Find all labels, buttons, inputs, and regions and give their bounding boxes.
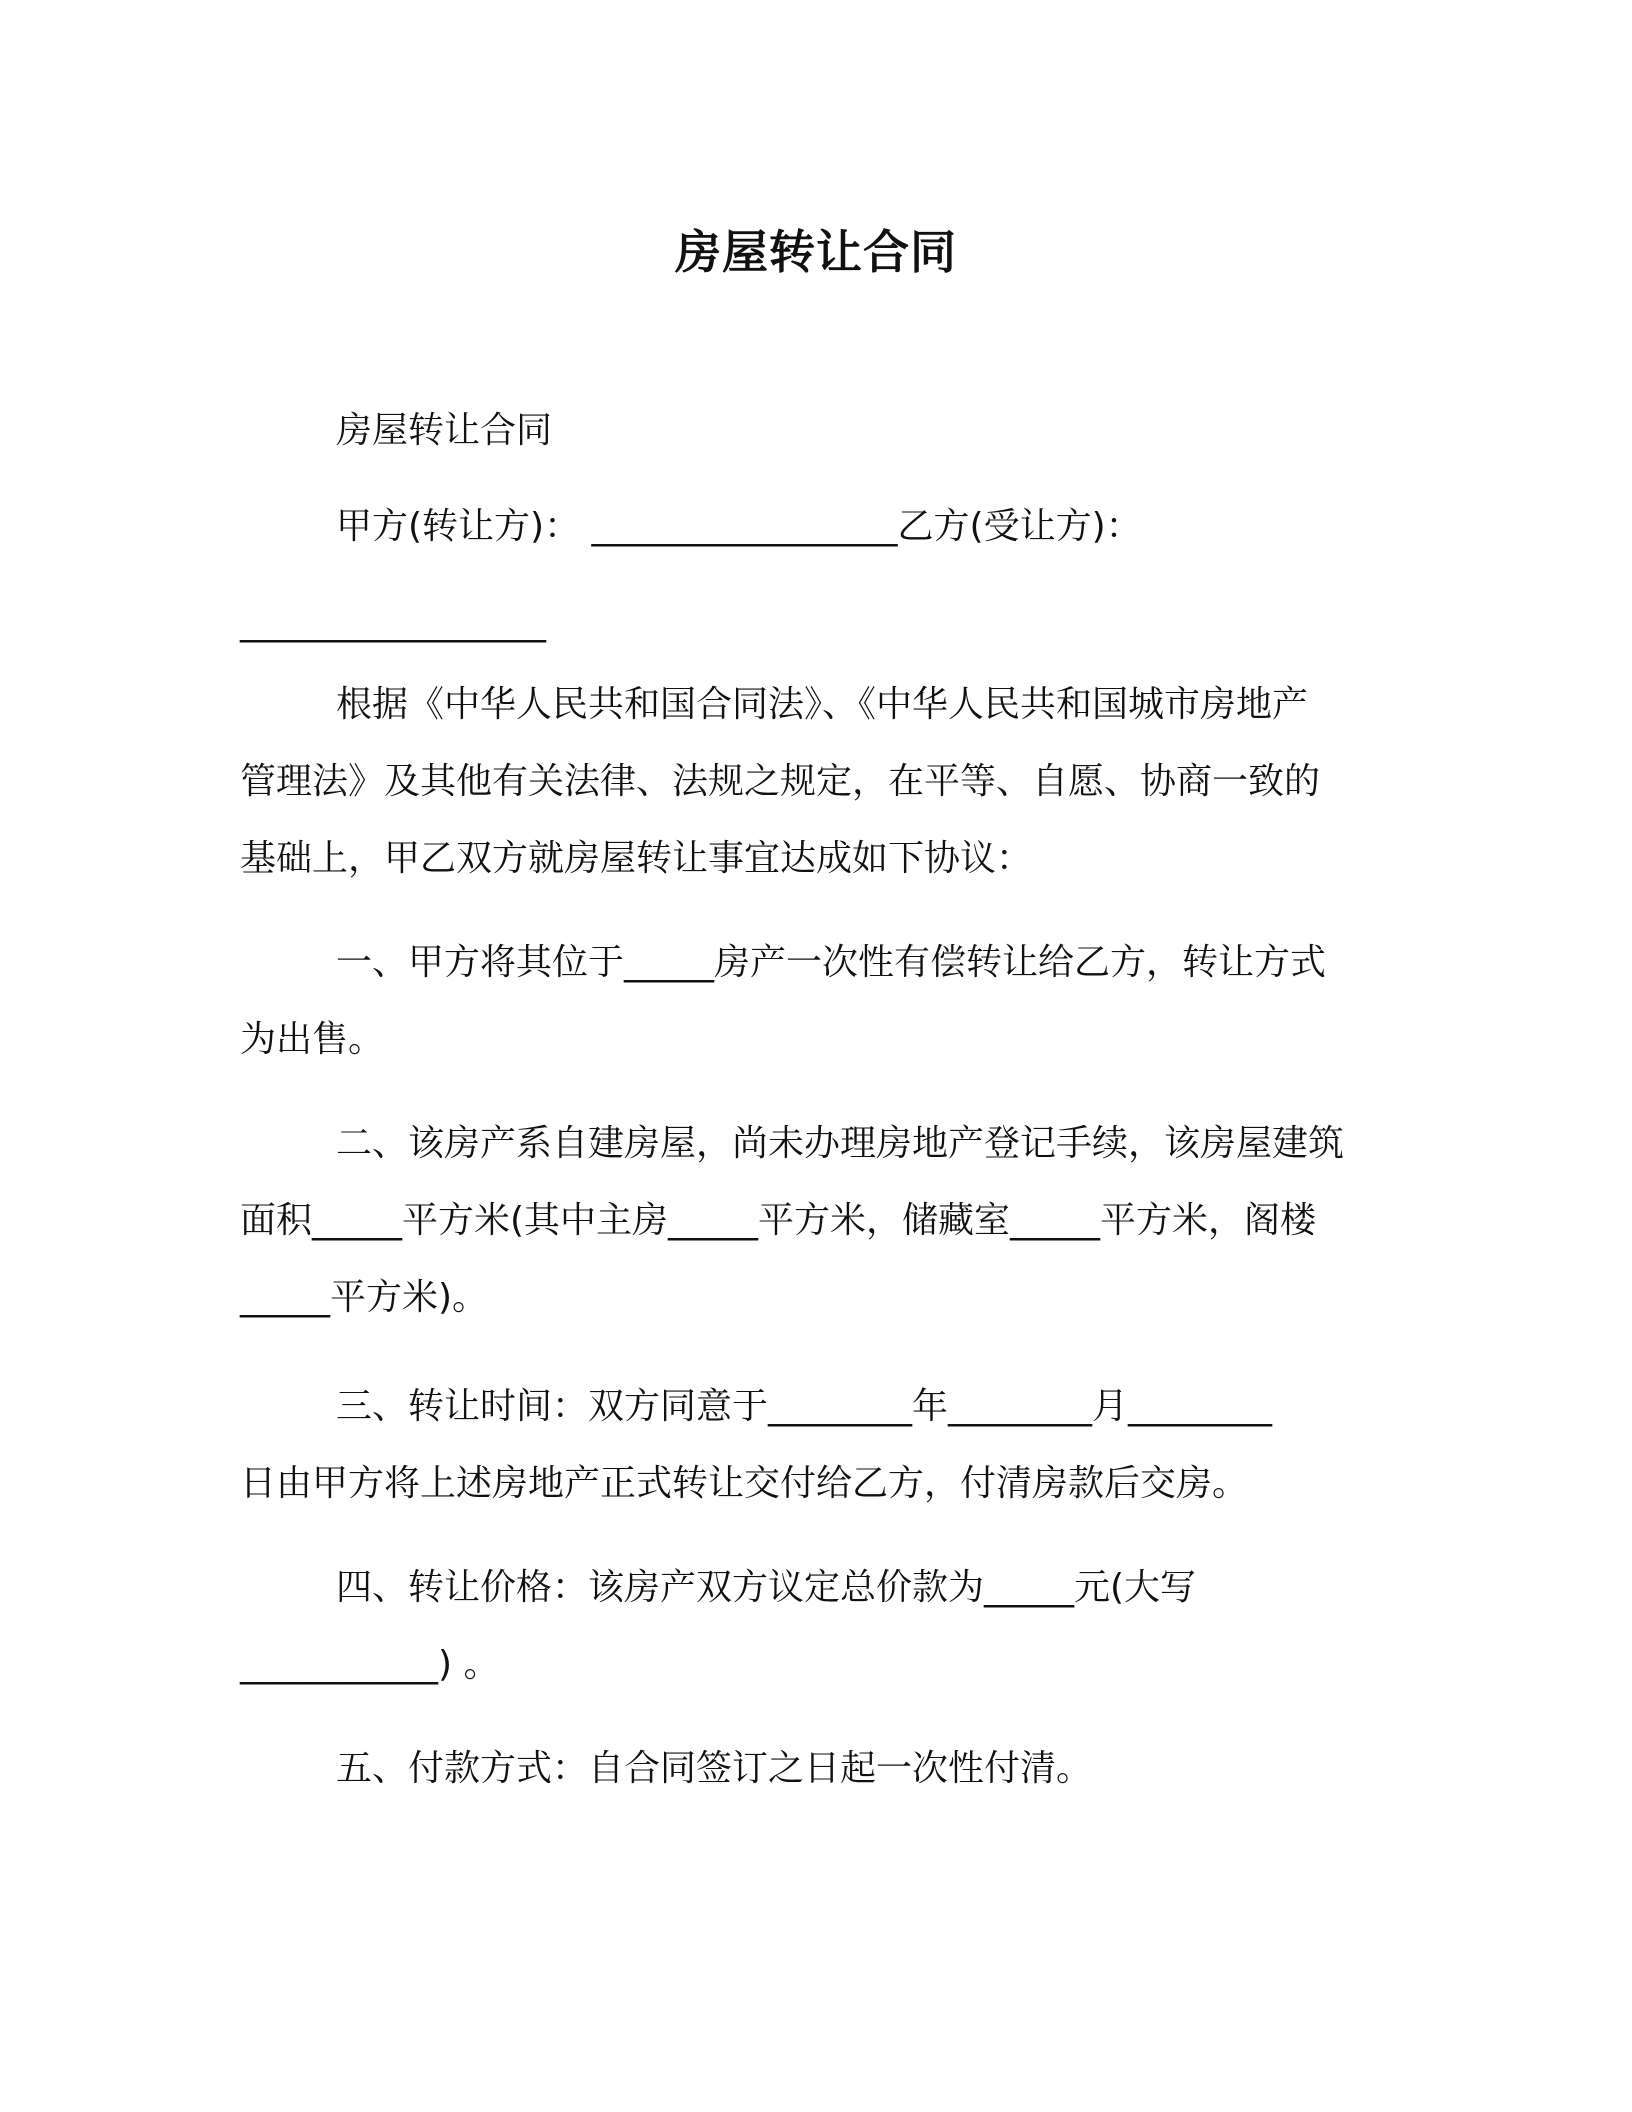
preamble-line (240, 666, 1390, 743)
clause-3-line: 日由甲方将上述房地产正式转让交付给乙方，付清房款后交房。 (240, 1463, 1249, 1504)
clause-4-text: 四、转让价格：该房产双方议定总价款为_____元(大写 (336, 1567, 1197, 1608)
clause-1-line: 为出售。 (240, 1019, 385, 1060)
clause-4-line: ___________) 。 (240, 1644, 500, 1685)
preamble-text: 根据《中华人民共和国合同法》、《中华人民共和国城市房地产 (336, 684, 1309, 725)
clause-3-line (240, 1368, 1390, 1445)
preamble-line: 管理法》及其他有关法律、法规之规定，在平等、自愿、协商一致的 (240, 761, 1321, 802)
parties-text: 甲方(转让方)： _________________乙方(受让方)： (336, 506, 1142, 547)
clause-4-line (240, 1549, 1390, 1626)
clause-2-line: _____平方米)。 (240, 1277, 489, 1318)
clause-3-text: 三、转让时间：双方同意于________年________月________ (336, 1386, 1273, 1427)
parties-line-continued: _________________ (240, 602, 546, 643)
parties-line (240, 488, 1390, 565)
clause-2-text: 二、该房产系自建房屋，尚未办理房地产登记手续，该房屋建筑 (336, 1123, 1345, 1164)
preamble-line: 基础上，甲乙双方就房屋转让事宜达成如下协议： (240, 838, 1033, 879)
clause-5-line (240, 1730, 1390, 1807)
clause-2-line: 面积_____平方米(其中主房_____平方米，储藏室_____平方米，阁楼 (240, 1200, 1317, 1241)
document-subtitle (240, 392, 1390, 469)
document-title: 房屋转让合同 (675, 225, 957, 279)
clause-1-text: 一、甲方将其位于_____房产一次性有偿转让给乙方，转让方式 (336, 942, 1327, 983)
subtitle-text: 房屋转让合同 (336, 410, 553, 451)
clause-2-line (240, 1105, 1390, 1182)
clause-1-line (240, 924, 1390, 1001)
clause-5-text: 五、付款方式：自合同签订之日起一次性付清。 (336, 1748, 1093, 1789)
